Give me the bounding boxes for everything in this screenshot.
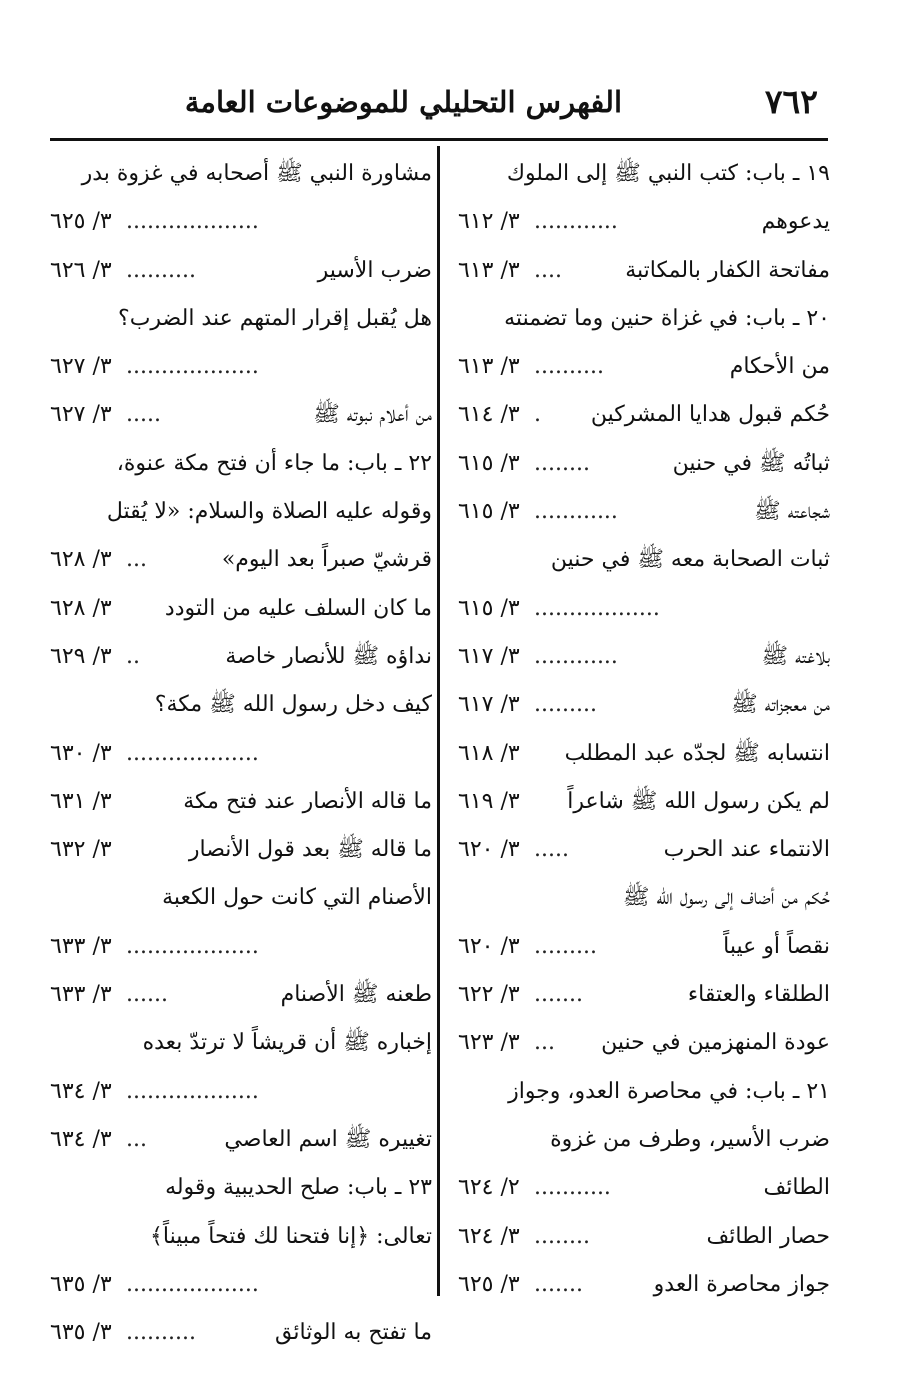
index-entry [50, 1164, 432, 1212]
entry-leader-dots: ...... [126, 982, 168, 1008]
index-entry [50, 730, 432, 778]
index-entry [50, 1261, 432, 1309]
index-entry [458, 1116, 830, 1164]
index-entry [458, 681, 830, 729]
entry-title: نقصاً أو عيباً [723, 933, 830, 959]
entry-leader-dots: ....... [534, 982, 583, 1008]
entry-page-ref: ٣/ ٦٣٢ [50, 837, 112, 863]
entry-leader-dots: ............ [534, 499, 618, 525]
entry-page-ref: ٣/ ٦٣٥ [50, 1320, 112, 1346]
entry-page-ref: ٣/ ٦٢٤ [458, 1223, 520, 1249]
index-entry [458, 971, 830, 1019]
entry-title: قرشيّ صبراً بعد اليوم» [221, 547, 432, 573]
entry-title: ٢٠ ـ باب: في غزاة حنين وما تضمنته [504, 305, 830, 331]
entry-page-ref: ٣/ ٦١٧ [458, 692, 520, 718]
entry-page-ref: ٣/ ٦٢٢ [458, 982, 520, 1008]
entry-title: الانتماء عند الحرب [663, 837, 830, 863]
entry-title: حُكم من أضاف إلى رسول الله ﷺ [622, 885, 830, 911]
index-entry [458, 1164, 830, 1212]
entry-leader-dots: ............ [534, 643, 618, 669]
entry-title: ٢٣ ـ باب: صلح الحديبية وقوله [165, 1175, 432, 1201]
column-divider [437, 146, 440, 1296]
entry-title: لم يكن رسول الله ﷺ شاعراً [567, 788, 830, 814]
entry-title: ما قاله الأنصار عند فتح مكة [183, 788, 432, 814]
entry-page-ref: ٣/ ٦١٣ [458, 354, 520, 380]
index-entry [458, 923, 830, 971]
page-header [50, 78, 818, 128]
entry-title: بلاغته ﷺ [761, 643, 830, 669]
entry-page-ref: ٣/ ٦٣٤ [50, 1126, 112, 1152]
index-entry [50, 826, 432, 874]
entry-page-ref: ٣/ ٦٣١ [50, 788, 112, 814]
entry-title: طعنه ﷺ الأصنام [280, 982, 432, 1008]
entry-title: ما كان السلف عليه من التودد [164, 595, 432, 621]
entry-leader-dots: .................. [534, 595, 660, 621]
page-title: الفهرس التحليلي للموضوعات العامة [184, 85, 622, 119]
index-entry [50, 440, 432, 488]
page-number: ٧٦٢ [764, 82, 818, 121]
entry-title: من أعلام نبوته ﷺ [313, 402, 432, 428]
index-entry [50, 778, 432, 826]
entry-page-ref: ٣/ ٦١٤ [458, 402, 520, 428]
index-entry [50, 198, 432, 246]
entry-leader-dots: .. [126, 643, 140, 669]
entry-page-ref: ٣/ ٦١٩ [458, 788, 520, 814]
entry-title: ما قاله ﷺ بعد قول الأنصار [188, 837, 432, 863]
entry-leader-dots: ............ [534, 209, 618, 235]
entry-title: من الأحكام [729, 354, 830, 380]
index-entry [458, 198, 830, 246]
index-entry [458, 1213, 830, 1261]
entry-title: ثباتُه ﷺ في حنين [672, 450, 830, 476]
entry-title: نداؤه ﷺ للأنصار خاصة [225, 643, 432, 669]
index-entry [50, 536, 432, 584]
index-entry [50, 150, 432, 198]
index-entry [458, 826, 830, 874]
entry-title: مشاورة النبي ﷺ أصحابه في غزوة بدر [81, 161, 432, 186]
entry-title: ما تفتح به الوثائق [275, 1320, 432, 1346]
entry-page-ref: ٣/ ٦١٥ [458, 499, 520, 525]
index-entry [50, 1116, 432, 1164]
entry-leader-dots: ......... [534, 933, 597, 959]
index-entry [458, 488, 830, 536]
entry-title: هل يُقبل إقرار المتهم عند الضرب؟ [118, 305, 432, 331]
entry-page-ref: ٣/ ٦١٥ [458, 450, 520, 476]
entry-leader-dots: .......... [534, 354, 604, 380]
index-entry [458, 343, 830, 391]
entry-title: حصار الطائف [706, 1223, 830, 1249]
entry-page-ref: ٣/ ٦٢٣ [458, 1030, 520, 1056]
index-entry [458, 1019, 830, 1067]
entry-leader-dots: ................... [126, 209, 259, 235]
entry-title: من معجزاته ﷺ [731, 692, 830, 718]
entry-title: تعالى: ﴿إنا فتحنا لك فتحاً مبيناً﴾ [150, 1223, 432, 1249]
index-entry [50, 1309, 432, 1357]
index-entry [458, 730, 830, 778]
index-entry [50, 295, 432, 343]
index-entry [458, 633, 830, 681]
entry-page-ref: ٣/ ٦٢٧ [50, 402, 112, 428]
entry-title: ١٩ ـ باب: كتب النبي ﷺ إلى الملوك [506, 161, 830, 186]
entry-leader-dots: ..... [534, 837, 569, 863]
entry-leader-dots: ... [126, 1126, 147, 1152]
entry-page-ref: ٣/ ٦٣٥ [50, 1271, 112, 1297]
index-entry [50, 1068, 432, 1116]
index-entry [50, 681, 432, 729]
entry-leader-dots: ... [126, 547, 147, 573]
entry-title: كيف دخل رسول الله ﷺ مكة؟ [154, 692, 432, 718]
entry-page-ref: ٣/ ٦٢٥ [50, 209, 112, 235]
entry-leader-dots: ........ [534, 450, 590, 476]
index-entry [50, 488, 432, 536]
entry-leader-dots: ..... [126, 402, 161, 428]
entry-page-ref: ٢/ ٦٢٤ [458, 1175, 520, 1201]
entry-title: حُكم قبول هدايا المشركين [590, 402, 830, 428]
entry-leader-dots: ........ [534, 1223, 590, 1249]
entry-leader-dots: .......... [126, 257, 196, 283]
entry-leader-dots: ................... [126, 354, 259, 380]
entry-page-ref: ٣/ ٦٢٠ [458, 837, 520, 863]
index-column-left [50, 150, 432, 1357]
index-entry [50, 874, 432, 922]
entry-title: وقوله عليه الصلاة والسلام: «لا يُقتل [106, 499, 432, 525]
entry-page-ref: ٣/ ٦٢٥ [458, 1271, 520, 1297]
index-entry [458, 150, 830, 198]
entry-leader-dots: ........... [534, 1175, 611, 1201]
index-entry [458, 1261, 830, 1309]
entry-title: عودة المنهزمين في حنين [601, 1030, 830, 1056]
entry-page-ref: ٣/ ٦٢٨ [50, 595, 112, 621]
entry-page-ref: ٣/ ٦٣٠ [50, 740, 112, 766]
index-entry [458, 536, 830, 584]
index-entry [458, 874, 830, 922]
index-entry [458, 778, 830, 826]
entry-page-ref: ٣/ ٦١٧ [458, 643, 520, 669]
entry-page-ref: ٣/ ٦٢٩ [50, 643, 112, 669]
index-entry [458, 585, 830, 633]
entry-title: الطلقاء والعتقاء [687, 982, 830, 1008]
entry-leader-dots: ................... [126, 740, 259, 766]
entry-title: ضرب الأسير، وطرف من غزوة [550, 1126, 830, 1152]
index-entry [458, 391, 830, 439]
entry-page-ref: ٣/ ٦٣٣ [50, 933, 112, 959]
entry-title: إخباره ﷺ أن قريشاً لا ترتدّ بعده [142, 1030, 432, 1056]
entry-title: تغييره ﷺ اسم العاصي [224, 1126, 432, 1152]
index-entry [50, 391, 432, 439]
entry-page-ref: ٣/ ٦١٢ [458, 209, 520, 235]
index-entry [50, 633, 432, 681]
entry-title: ثبات الصحابة معه ﷺ في حنين [550, 547, 830, 573]
entry-page-ref: ٣/ ٦١٥ [458, 595, 520, 621]
entry-title: ضرب الأسير [317, 257, 432, 283]
entry-title: ٢٢ ـ باب: ما جاء أن فتح مكة عنوة، [116, 450, 432, 476]
entry-page-ref: ٣/ ٦٣٣ [50, 982, 112, 1008]
entry-title: ٢١ ـ باب: في محاصرة العدو، وجواز [508, 1078, 830, 1104]
entry-leader-dots: ................... [126, 1271, 259, 1297]
index-entry [50, 343, 432, 391]
entry-title: الأصنام التي كانت حول الكعبة [162, 885, 432, 911]
entry-title: مفاتحة الكفار بالمكاتبة [625, 257, 830, 283]
entry-page-ref: ٣/ ٦٢٠ [458, 933, 520, 959]
entry-title: يدعوهم [761, 209, 830, 235]
index-entry [50, 923, 432, 971]
entry-title: انتسابه ﷺ لجدّه عبد المطلب [564, 740, 830, 766]
entry-title: جواز محاصرة العدو [653, 1271, 830, 1297]
entry-page-ref: ٣/ ٦٢٧ [50, 354, 112, 380]
index-entry [458, 247, 830, 295]
entry-page-ref: ٣/ ٦١٣ [458, 257, 520, 283]
index-entry [50, 585, 432, 633]
entry-title: شجاعته ﷺ [754, 499, 830, 525]
index-entry [458, 440, 830, 488]
index-entry [50, 1019, 432, 1067]
index-entry [458, 1068, 830, 1116]
entry-leader-dots: ................... [126, 933, 259, 959]
entry-page-ref: ٣/ ٦٢٦ [50, 257, 112, 283]
entry-title: الطائف [763, 1175, 830, 1201]
header-rule [50, 138, 828, 141]
entry-page-ref: ٣/ ٦١٨ [458, 740, 520, 766]
entry-leader-dots: ... [534, 1030, 555, 1056]
index-entry [458, 295, 830, 343]
entry-leader-dots: ....... [534, 1271, 583, 1297]
index-column-right [458, 150, 830, 1309]
entry-page-ref: ٣/ ٦٣٤ [50, 1078, 112, 1104]
entry-leader-dots: ......... [534, 692, 597, 718]
index-entry [50, 1213, 432, 1261]
entry-leader-dots: .... [534, 257, 562, 283]
entry-page-ref: ٣/ ٦٢٨ [50, 547, 112, 573]
entry-leader-dots: ................... [126, 1078, 259, 1104]
index-entry [50, 247, 432, 295]
index-entry [50, 971, 432, 1019]
entry-leader-dots: . [534, 402, 541, 428]
entry-leader-dots: .......... [126, 1320, 196, 1346]
